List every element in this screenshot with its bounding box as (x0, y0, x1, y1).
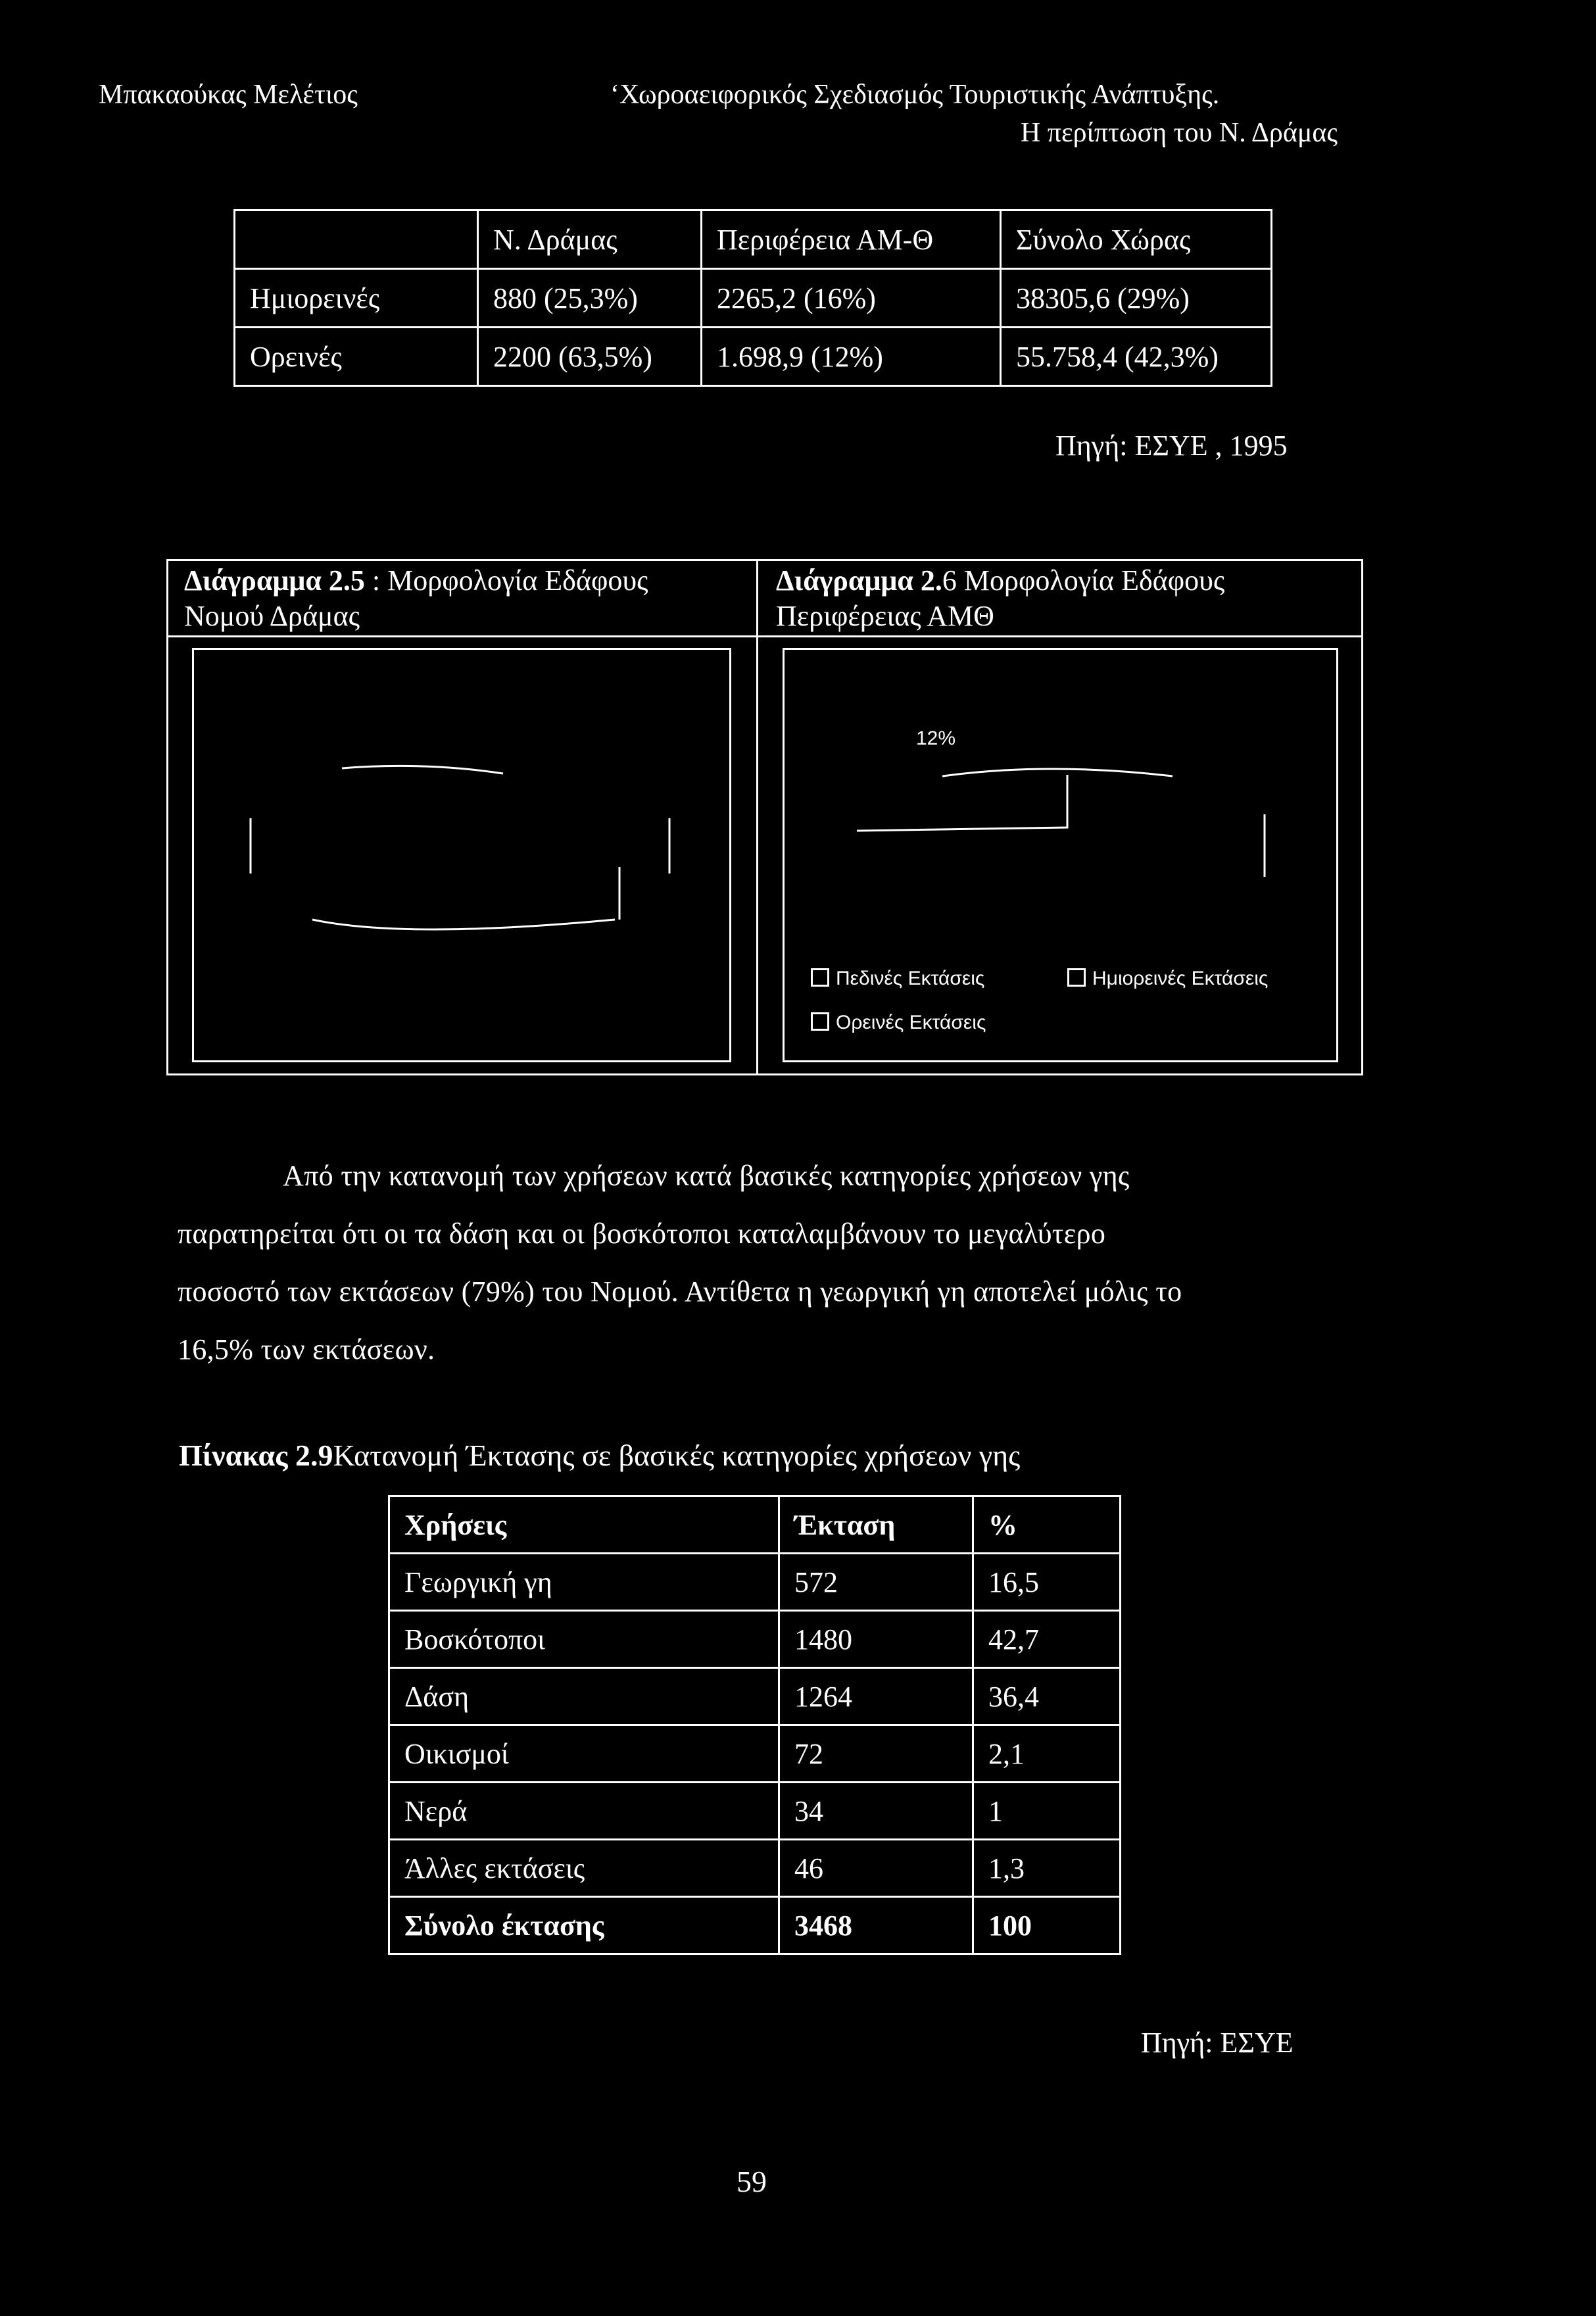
legend-item-flat-areas (811, 968, 984, 990)
document-title-line2: Η περίπτωση του Ν. Δράμας (1020, 118, 1338, 148)
table-header-cell: % (973, 1496, 1121, 1554)
table-cell: Ημιορεινές (235, 269, 478, 328)
table-cell: 55.758,4 (42,3%) (1001, 328, 1272, 386)
table-cell: Ορεινές (235, 328, 478, 386)
diagram-2-6-caption (776, 563, 1224, 634)
table-header-cell: Έκταση (779, 1496, 973, 1554)
table-row (389, 1554, 1121, 1611)
table-cell: 1264 (779, 1668, 973, 1725)
table-cell: 72 (779, 1725, 973, 1783)
table-cell: 46 (779, 1840, 973, 1897)
table-cell: Οικισμοί (389, 1725, 779, 1783)
table-row (389, 1611, 1121, 1668)
table-header-cell: Περιφέρεια ΑΜ-Θ (702, 210, 1001, 269)
table-cell: 1,3 (973, 1840, 1121, 1897)
table-header-row (235, 210, 1272, 269)
terrain-comparison-table (233, 209, 1272, 387)
legend-label: Πεδινές Εκτάσεις (836, 968, 985, 989)
table-cell: 42,7 (973, 1611, 1121, 1668)
table-cell: 2265,2 (16%) (702, 269, 1001, 328)
paragraph-line: παρατηρείται ότι οι τα δάση και οι βοσκότοποι καταλαμβάνουν το μεγαλύτερο (178, 1218, 1106, 1250)
diagram-2-5-caption (184, 563, 648, 634)
diagrams-column-divider (756, 559, 758, 1075)
page-number: 59 (737, 2165, 767, 2198)
table-cell: 1480 (779, 1611, 973, 1668)
table-cell: 2,1 (973, 1725, 1121, 1783)
legend-swatch (1067, 968, 1086, 987)
table-header-cell: Χρήσεις (389, 1496, 779, 1554)
land-use-table-caption (179, 1438, 1020, 1473)
table-total-row (389, 1897, 1121, 1954)
table-caption-text: Κατανομή Έκτασης σε βασικές κατηγορίες χρήσεων γης (333, 1439, 1021, 1472)
table-cell: 3468 (779, 1897, 973, 1954)
table-cell: Νερά (389, 1783, 779, 1840)
paragraph-line: Από την κατανομή των χρήσεων κατά βασικές κατηγορίες χρήσεων γης (283, 1160, 1130, 1192)
diagram-2-6-plot-area (783, 648, 1338, 1062)
table-caption-number: Πίνακας 2.9 (179, 1439, 333, 1472)
land-use-table-source: Πηγή: ΕΣΥΕ (1141, 2027, 1294, 2059)
body-paragraph (178, 1147, 1325, 1379)
diagram-2-5-pie-remnant (194, 650, 729, 1060)
diagram-2-6-caption-line2: Περιφέρειας ΑΜΘ (776, 600, 994, 632)
legend-item-mountainous (811, 1012, 986, 1034)
author-name: Μπακαούκας Μελέτιος (99, 80, 358, 110)
table-header-cell: Ν. Δράμας (478, 210, 702, 269)
land-use-table (388, 1495, 1121, 1955)
table-cell: 36,4 (973, 1668, 1121, 1725)
table-row (389, 1783, 1121, 1840)
table-row (235, 328, 1272, 386)
table-cell: 880 (25,3%) (478, 269, 702, 328)
table-cell: Άλλες εκτάσεις (389, 1840, 779, 1897)
legend-label: Ορεινές Εκτάσεις (836, 1012, 986, 1033)
diagram-2-6-pie-remnant (785, 650, 1336, 1060)
diagram-2-6-caption-number: Διάγραμμα 2. (776, 564, 942, 597)
table-cell: Δάση (389, 1668, 779, 1725)
table-row (389, 1725, 1121, 1783)
diagram-2-5-caption-number: Διάγραμμα 2.5 (184, 564, 365, 597)
legend-item-semi-mountainous (1067, 968, 1268, 990)
table-cell: 1 (973, 1783, 1121, 1840)
table-cell: 1.698,9 (12%) (702, 328, 1001, 386)
table-cell: 100 (973, 1897, 1121, 1954)
table-header-cell (235, 210, 478, 269)
diagram-2-6-slice-label: 12% (916, 727, 956, 749)
table-cell: Γεωργική γη (389, 1554, 779, 1611)
table-cell: Βοσκότοποι (389, 1611, 779, 1668)
table-cell: Σύνολο έκτασης (389, 1897, 779, 1954)
table-row (235, 269, 1272, 328)
legend-swatch (811, 1012, 829, 1031)
paragraph-line: ποσοστό των εκτάσεων (79%) του Νομού. Αντίθετα η γεωργική γη αποτελεί μόλις το (178, 1275, 1182, 1308)
table-cell: 34 (779, 1783, 973, 1840)
diagram-2-6-caption-text: 6 Μορφολογία Εδάφους (942, 564, 1225, 597)
table-cell: 2200 (63,5%) (478, 328, 702, 386)
top-table-source: Πηγή: ΕΣΥΕ , 1995 (1055, 430, 1288, 462)
table-cell: 572 (779, 1554, 973, 1611)
paragraph-line: 16,5% των εκτάσεων. (178, 1333, 435, 1366)
diagram-2-5-caption-text: : Μορφολογία Εδάφους (364, 564, 648, 597)
table-row (389, 1840, 1121, 1897)
diagram-2-5-plot-area (192, 648, 731, 1062)
legend-swatch (811, 968, 829, 987)
diagram-2-5-caption-line2: Νομού Δράμας (184, 600, 360, 632)
legend-label: Ημιορεινές Εκτάσεις (1092, 968, 1269, 989)
table-header-row (389, 1496, 1121, 1554)
table-cell: 16,5 (973, 1554, 1121, 1611)
table-header-cell: Σύνολο Χώρας (1001, 210, 1272, 269)
document-title-line1: ‘Χωροαειφορικός Σχεδιασμός Τουριστικής Ανάπτυξης. (610, 80, 1220, 110)
diagrams-caption-divider (166, 635, 1363, 637)
table-row (389, 1668, 1121, 1725)
table-cell: 38305,6 (29%) (1001, 269, 1272, 328)
